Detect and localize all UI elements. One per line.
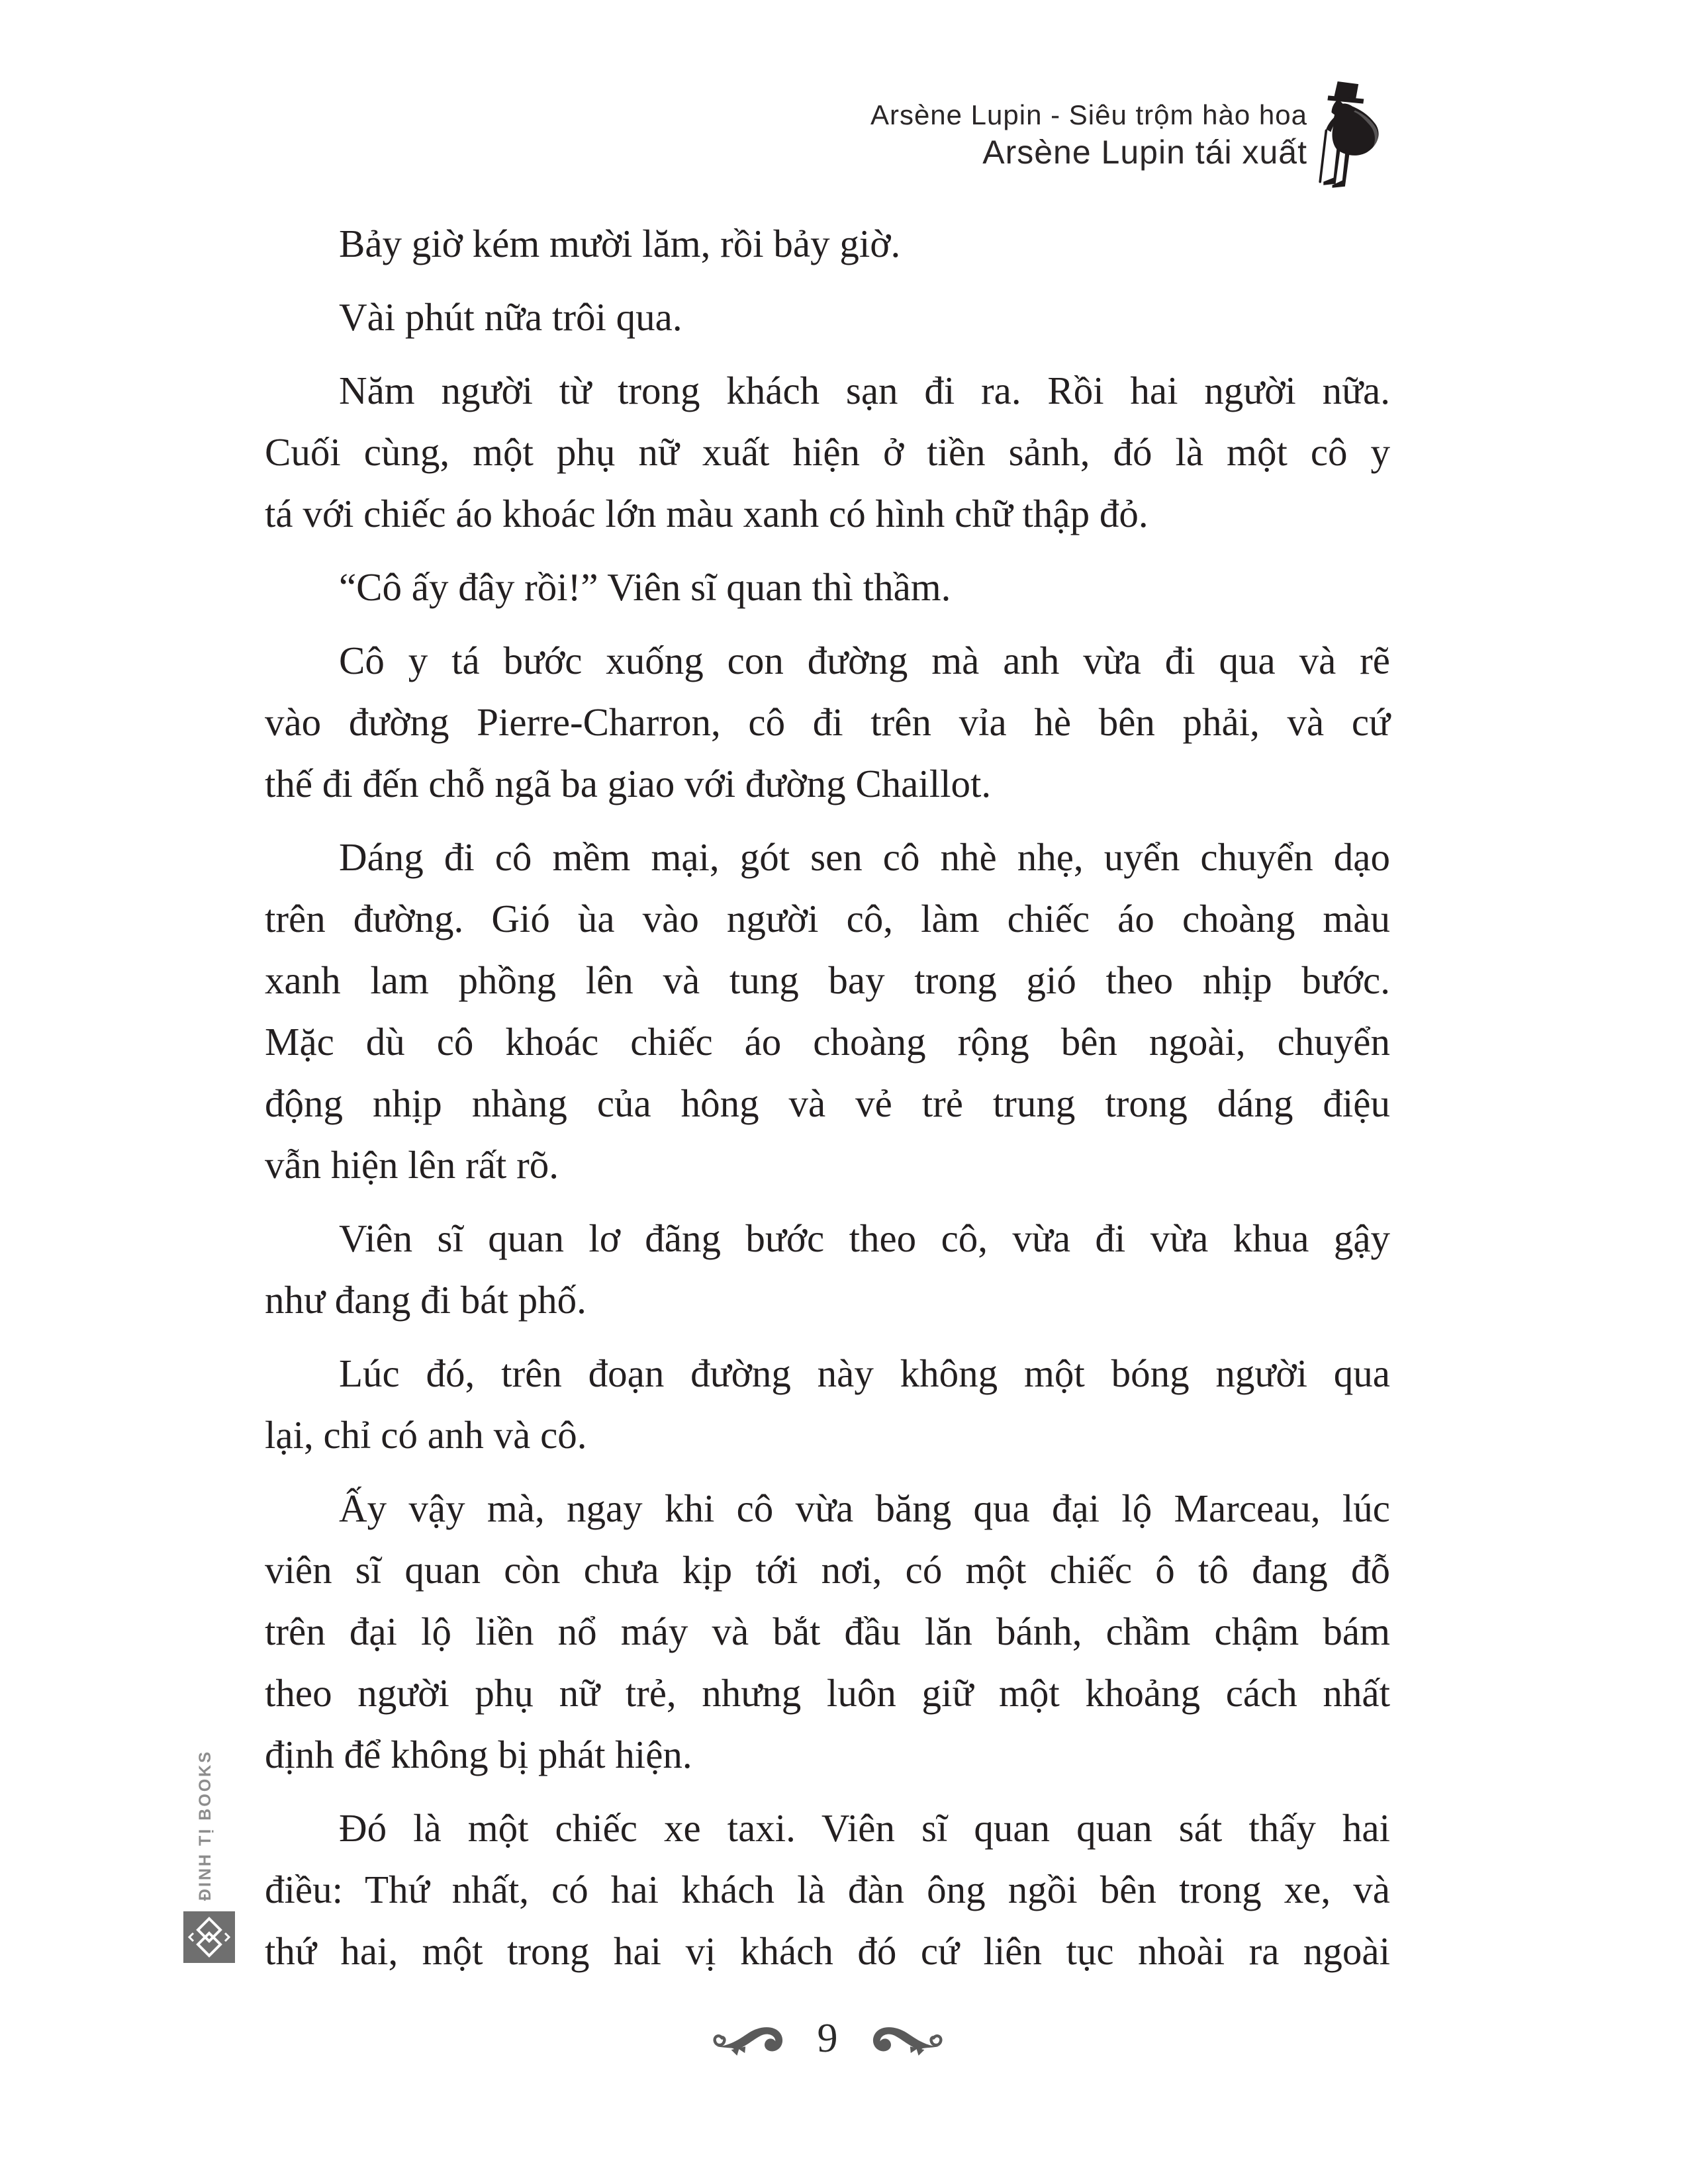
lupin-silhouette-icon	[1315, 79, 1387, 195]
text-line: thứ hai, một trong hai vị khách đó cứ liên tục nhoài ra ngoài	[265, 1929, 1390, 1973]
text-line: Năm người từ trong khách sạn đi ra. Rồi hai người nữa.	[339, 369, 1390, 412]
paragraph	[265, 630, 1390, 815]
text-line: trên đường. Gió ùa vào người cô, làm chiếc áo choàng màu	[265, 897, 1390, 940]
publisher-logo-icon	[183, 1911, 235, 1963]
paragraph	[265, 827, 1390, 1196]
paragraph	[265, 1208, 1390, 1331]
text-line: Lúc đó, trên đoạn đường này không một bóng người qua	[339, 1351, 1390, 1395]
text-line: định để không bị phát hiện.	[265, 1733, 692, 1776]
text-line: tá với chiếc áo khoác lớn màu xanh có hình chữ thập đỏ.	[265, 492, 1149, 535]
text-line: trên đại lộ liền nổ máy và bắt đầu lăn bánh, chầm chậm bám	[265, 1610, 1390, 1653]
text-line: động nhịp nhàng của hông và vẻ trẻ trung trong dáng điệu	[265, 1081, 1390, 1125]
paragraph	[265, 1478, 1390, 1786]
publisher-name: ĐINH TỊ BOOKS	[196, 1750, 214, 1901]
text-line: xanh lam phồng lên và tung bay trong gió theo nhịp bước.	[265, 958, 1390, 1002]
text-line: vẫn hiện lên rất rõ.	[265, 1143, 559, 1187]
text-line: “Cô ấy đây rồi!” Viên sĩ quan thì thầm.	[339, 565, 951, 609]
paragraph	[265, 360, 1390, 545]
paragraph	[265, 1797, 1390, 1982]
text-line: Dáng đi cô mềm mại, gót sen cô nhè nhẹ, uyển chuyển dạo	[339, 835, 1390, 879]
text-line: Cô y tá bước xuống con đường mà anh vừa đi qua và rẽ	[339, 639, 1390, 682]
text-line: Đó là một chiếc xe taxi. Viên sĩ quan quan sát thấy hai	[339, 1806, 1390, 1850]
text-line: như đang đi bát phố.	[265, 1278, 586, 1322]
text-line: Cuối cùng, một phụ nữ xuất hiện ở tiền sảnh, đó là một cô y	[265, 430, 1390, 474]
page-footer	[679, 2012, 976, 2065]
text-line: lại, chỉ có anh và cô.	[265, 1413, 587, 1457]
paragraph	[265, 213, 1390, 275]
header-chapter-title: Arsène Lupin tái xuất	[982, 134, 1307, 171]
text-line: Viên sĩ quan lơ đãng bước theo cô, vừa đi vừa khua gậy	[339, 1216, 1390, 1260]
paragraph	[265, 287, 1390, 348]
flourish-left-icon	[713, 2020, 791, 2058]
text-line: viên sĩ quan còn chưa kịp tới nơi, có một chiếc ô tô đang đỗ	[265, 1548, 1390, 1592]
flourish-right-icon	[865, 2020, 943, 2058]
text-line: Mặc dù cô khoác chiếc áo choàng rộng bên ngoài, chuyển	[265, 1020, 1390, 1064]
text-line: Ấy vậy mà, ngay khi cô vừa băng qua đại lộ Marceau, lúc	[339, 1486, 1390, 1530]
body-text	[265, 213, 1390, 1982]
text-line: vào đường Pierre-Charron, cô đi trên vỉa hè bên phải, và cứ	[265, 700, 1390, 744]
text-line: Bảy giờ kém mười lăm, rồi bảy giờ.	[339, 222, 901, 265]
text-line: thế đi đến chỗ ngã ba giao với đường Chaillot.	[265, 762, 992, 805]
header-series-title: Arsène Lupin - Siêu trộm hào hoa	[870, 99, 1307, 130]
paragraph	[265, 1343, 1390, 1466]
page-number: 9	[817, 2016, 838, 2061]
text-line: điều: Thứ nhất, có hai khách là đàn ông ngồi bên trong xe, và	[265, 1868, 1390, 1911]
text-line: theo người phụ nữ trẻ, nhưng luôn giữ một khoảng cách nhất	[265, 1671, 1390, 1715]
paragraph	[265, 557, 1390, 618]
running-header	[0, 98, 1307, 172]
text-line: Vài phút nữa trôi qua.	[339, 295, 682, 339]
